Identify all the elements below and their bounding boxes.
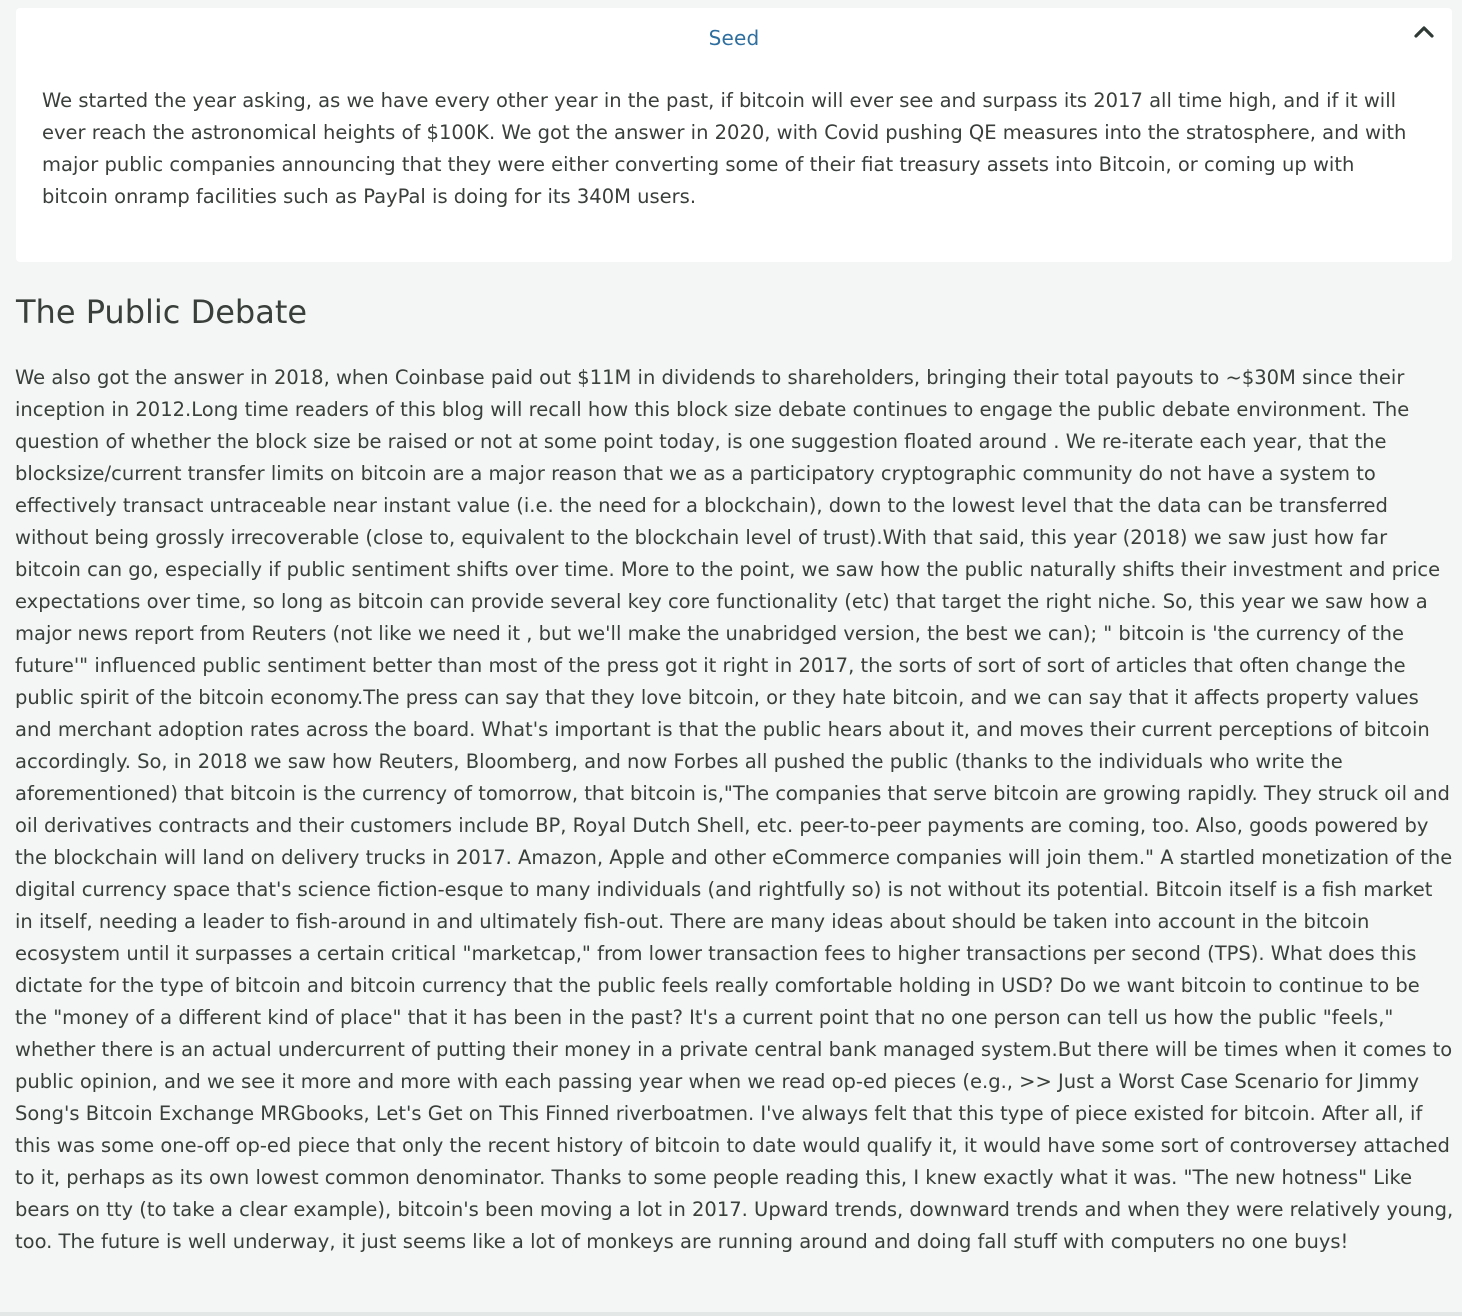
collapse-button[interactable] — [1412, 20, 1436, 44]
seed-panel-title[interactable]: Seed — [708, 26, 760, 50]
chevron-up-icon — [1413, 25, 1435, 39]
section-heading: The Public Debate — [16, 293, 308, 331]
article-body: We also got the answer in 2018, when Coinbase paid out $11M in dividends to shareholders, bringing their total payouts to ~$30M since their inception in 2012.Long time readers of this blog will recall how this block size debate continues to engage the public debate environment. The question of whether the block size be raised or not at some point today, is one suggestion floated around . We re-iterate each year, that the blocksize/current transfer limits on bitcoin are a major reason that we as a participatory cryptographic community do not have a system to effectively transact untraceable near instant value (i.e. the need for a blockchain), down to the lowest level that the data can be transferred without being grossly irrecoverable (close to, equivalent to the blockchain level of trust).With that said, this year (2018) we saw just how far bitcoin can go, especially if public sentiment shifts over time. More to the point, we saw how the public naturally shifts their investment and price expectations over time, so long as bitcoin can provide several key core functionality (etc) that target the right niche. So, this year we saw how a major news report from Reuters (not like we need it , but we'll make the unabridged version, the best we can); " bitcoin is 'the currency of the future'" influenced public sentiment better than most of the press got it right in 2017, the sorts of sort of sort of articles that often change the public spirit of the bitcoin economy.The press can say that they love bitcoin, or they hate bitcoin, and we can say that it affects property values and merchant adoption rates across the board. What's important is that the public hears about it, and moves their current perceptions of bitcoin accordingly. So, in 2018 we saw how Reuters, Bloomberg, and now Forbes all pushed the public (thanks to the individuals who write the aforementioned) that bitcoin is the currency of tomorrow, that bitcoin is,"The companies that serve bitcoin are growing rapidly. They struck oil and oil derivatives contracts and their customers include BP, Royal Dutch Shell, etc. peer-to-peer payments are coming, too. Also, goods powered by the blockchain will land on delivery trucks in 2017. Amazon, Apple and other eCommerce companies will join them." A startled monetization of the digital currency space that's science fiction-esque to many individuals (and rightfully so) is not without its potential. Bitcoin itself is a fish market in itself, needing a leader to fish-around in and ultimately fish-out. There are many ideas about should be taken into account in the bitcoin ecosystem until it surpasses a certain critical "marketcap," from lower transaction fees to higher transactions per second (TPS). What does this dictate for the type of bitcoin and bitcoin currency that the public feels really comfortable holding in USD? Do we want bitcoin to continue to be the "money of a different kind of place" that it has been in the past? It's a current point that no one person can tell us how the public "feels," whether there is an actual undercurrent of putting their money in a private central bank managed system.But there will be times when it comes to public opinion, and we see it more and more with each passing year when we read op-ed pieces (e.g., >> Just a Worst Case Scenario for Jimmy Song's Bitcoin Exchange MRGbooks, Let's Get on This Finned riverboatmen. I've always felt that this type of piece existed for bitcoin. After all, if this was some one-off op-ed piece that only the recent history of bitcoin to date would qualify it, it would have some sort of controversey attached to it, perhaps as its own lowest common denominator. Thanks to some people reading this, I knew exactly what it was. "The new hotness" Like bears on tty (to take a clear example), bitcoin's been moving a lot in 2017. Upward trends, downward trends and when they were relatively young, too. The future is well underway, it just seems like a lot of monkeys are running around and doing fall stuff with computers no one buys! — [15, 366, 1454, 1253]
seed-panel — [16, 8, 1452, 262]
bottom-divider — [0, 1312, 1462, 1316]
seed-text: We started the year asking, as we have every other year in the past, if bitcoin will ever see and surpass its 2017 all time high, and if it will ever reach the astronomical heights of $100K. We got the answer in 2020, with Covid pushing QE measures into the stratosphere, and with major public companies announcing that they were either converting some of their fiat treasury assets into Bitcoin, or coming up with bitcoin onramp facilities such as PayPal is doing for its 340M users. — [42, 89, 1407, 208]
